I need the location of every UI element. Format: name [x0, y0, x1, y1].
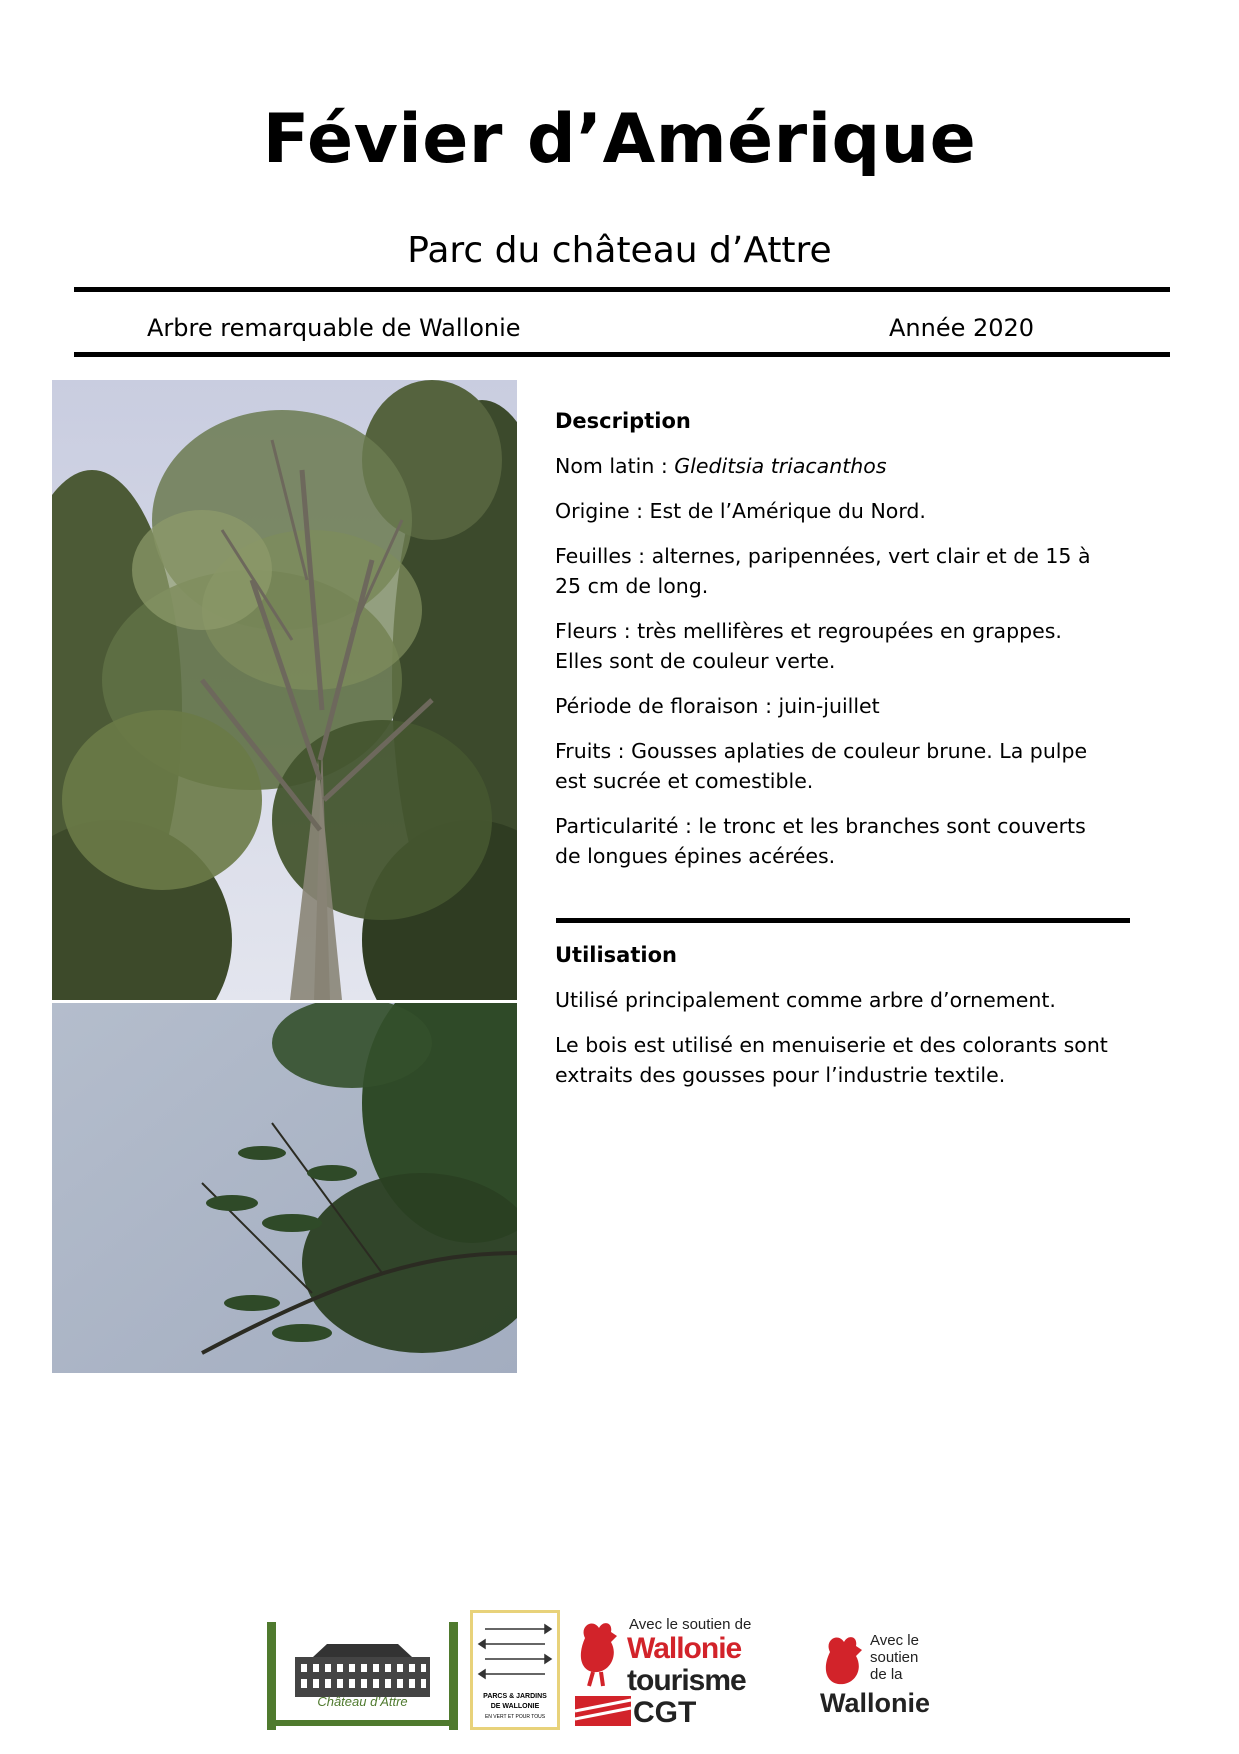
- tourism-name-tourisme: tourisme: [627, 1664, 746, 1697]
- wallonie-name: Wallonie: [820, 1688, 931, 1718]
- flowers-text: Fleurs : très mellifères et regroupées en grappes. Elles sont de couleur verte.: [555, 619, 1062, 673]
- divider-top: [74, 287, 1170, 292]
- rooster-icon: [573, 1616, 633, 1726]
- fruits-text: Fruits : Gousses aplaties de couleur brune. La pulpe est sucrée et comestible.: [555, 739, 1088, 793]
- page-title: Févier d’Amérique: [262, 100, 977, 179]
- description-heading: Description: [555, 409, 691, 433]
- usage-text-2: Le bois est utilisé en menuiserie et des colorants sont extraits des gousses pour l’industrie textile.: [555, 1033, 1108, 1087]
- latin-name: [555, 451, 1115, 481]
- wallonie-intro-2: soutien: [870, 1649, 919, 1666]
- tourism-name-cgt: CGT: [633, 1696, 697, 1729]
- parcs-jardins-line3: EN VERT ET POUR TOUS: [484, 1714, 546, 1720]
- divider-header-bottom: [74, 352, 1170, 357]
- latin-name-value: Gleditsia triacanthos: [674, 454, 887, 478]
- usage-heading: Utilisation: [555, 943, 677, 967]
- chateau-attre-label: Château d’Attre: [317, 1694, 408, 1709]
- page-subtitle: Parc du château d’Attre: [407, 230, 832, 271]
- chateau-attre-logo: [265, 1622, 460, 1730]
- usage-section: [555, 940, 1115, 1105]
- description-section: [555, 406, 1115, 886]
- tree-photo-branches: [52, 1003, 517, 1373]
- tourism-intro: Avec le soutien de: [629, 1616, 752, 1633]
- latin-name-label: Nom latin :: [555, 454, 675, 478]
- parcs-jardins-line2: DE WALLONIE: [490, 1703, 540, 1710]
- label-remarkable-tree: Arbre remarquable de Wallonie: [147, 314, 521, 342]
- particularity-text: Particularité : le tronc et les branches sont couverts de longues épines acérées.: [555, 814, 1086, 868]
- wallonie-logo: [820, 1632, 965, 1730]
- divider-section: [556, 918, 1130, 923]
- parcs-jardins-logo: [470, 1610, 560, 1730]
- rooster-icon: [820, 1632, 870, 1692]
- wallonie-intro-1: Avec le: [870, 1632, 919, 1649]
- wallonie-tourisme-logo: [573, 1616, 773, 1730]
- origin-text: Origine : Est de l’Amérique du Nord.: [555, 499, 926, 523]
- leaves-text: Feuilles : alternes, paripennées, vert clair et de 15 à 25 cm de long.: [555, 544, 1091, 598]
- sponsor-logos: [265, 1610, 965, 1730]
- label-year: Année 2020: [889, 314, 1035, 342]
- tree-photo-main: [52, 380, 517, 1000]
- flowering-text: Période de floraison : juin-juillet: [555, 694, 880, 718]
- tourism-name-wallonie: Wallonie: [627, 1632, 742, 1665]
- usage-text-1: Utilisé principalement comme arbre d’ornement.: [555, 988, 1056, 1012]
- wallonie-intro-3: de la: [870, 1666, 903, 1683]
- parcs-jardins-line1: PARCS & JARDINS: [483, 1693, 547, 1700]
